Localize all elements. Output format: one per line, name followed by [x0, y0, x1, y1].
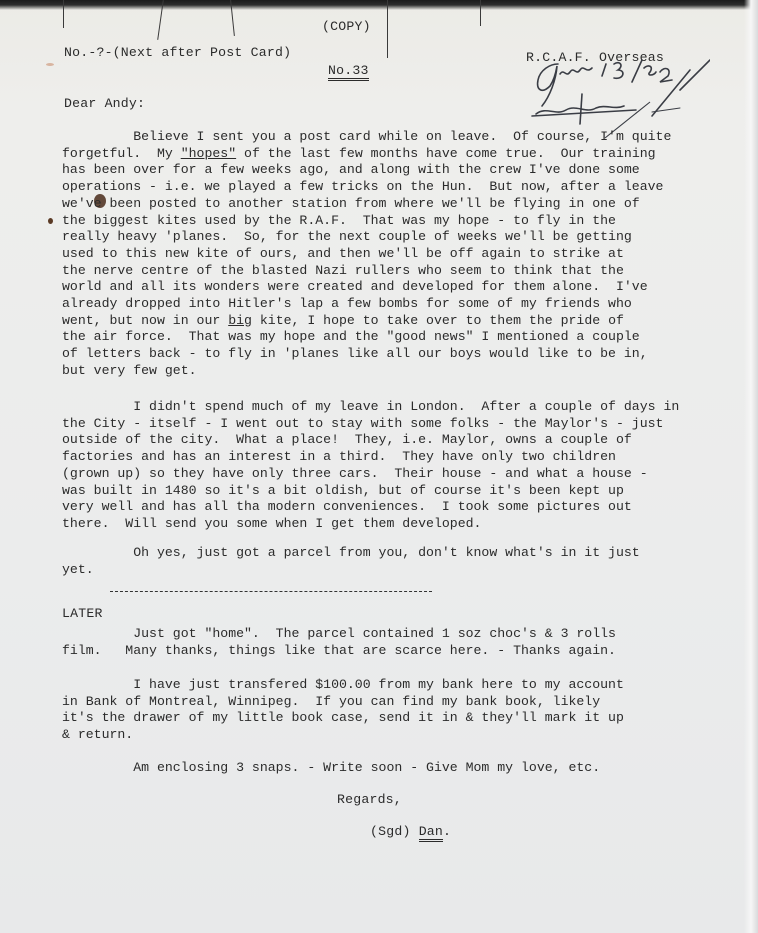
closing: Regards,: [337, 792, 402, 807]
rust-mark: [46, 63, 54, 66]
text-line: in Bank of Montreal, Winnipeg. If you can find my bank book, likely: [62, 693, 601, 709]
underlined-big: big: [228, 312, 252, 328]
text-line: the biggest kites used by the R.A.F. That was my hope - to fly in the: [62, 212, 616, 228]
section-divider: [110, 591, 432, 592]
text-line: film. Many thanks, things like that are scarce here. - Thanks again.: [62, 642, 616, 658]
later-paragraph-1: [62, 626, 702, 659]
salutation: Dear Andy:: [64, 96, 146, 111]
text-line: but very few get.: [62, 362, 197, 378]
signature-name: Dan: [419, 824, 443, 842]
text-segment: forgetful. My: [62, 145, 181, 161]
text-line: factories and has an interest in a third. They have only two children: [62, 449, 616, 465]
paragraph-1: [62, 129, 702, 380]
text-line: outside of the city. What a place! They, i.e. Maylor, owns a couple of: [62, 432, 632, 448]
text-line: Believe I sent you a post card while on leave. Of course, I'm quite: [62, 129, 672, 144]
paper-right-edge: [744, 0, 758, 933]
paragraph-3: [62, 545, 702, 578]
reference-line: No.-?-(Next after Post Card): [64, 45, 292, 60]
text-line: I have just transfered $100.00 from my bank here to my account: [62, 677, 624, 692]
later-paragraph-2: [62, 677, 702, 744]
text-line: we've been posted to another station from where we'll be flying in one of: [62, 195, 640, 211]
text-line: the air force. That was my hope and the "good news" I mentioned a couple: [62, 329, 640, 345]
copy-label: (COPY): [322, 19, 371, 34]
text-line: of letters back - to fly in 'planes like all our boys would like to be in,: [62, 346, 648, 362]
text-line: very well and has all tha modern conveniences. I took some pictures out: [62, 499, 632, 515]
letter-number: [328, 63, 369, 79]
ink-stain: [48, 218, 53, 224]
text-line: the City - itself - I went out to stay with some folks - the Maylor's - just: [62, 415, 664, 431]
text-line: I didn't spend much of my leave in London. After a couple of days in: [62, 399, 680, 414]
text-line: the nerve centre of the blasted Nazi rullers who seem to think that the: [62, 262, 624, 278]
signature-suffix: .: [443, 824, 452, 839]
text-line: Just got "home". The parcel contained 1 soz choc's & 3 rolls: [62, 626, 616, 641]
text-line: there. Will send you some when I get them developed.: [62, 515, 482, 531]
text-line: already dropped into Hitler's lap a few bombs for some of my friends who: [62, 296, 632, 312]
text-line: world and all its wonders were created and developed for them alone. I've: [62, 279, 648, 295]
paper-crease: [63, 0, 64, 28]
text-line: really heavy 'planes. So, for the next couple of weeks we'll be getting: [62, 229, 632, 245]
text-line: used to this new kite of ours, and then we'll be off again to strike at: [62, 245, 624, 261]
later-paragraph-3: [62, 760, 702, 777]
text-line: (grown up) so they have only three cars. Their house - and what a house -: [62, 465, 648, 481]
text-line: operations - i.e. we played a few tricks on the Hun. But now, after a leave: [62, 179, 664, 195]
text-line: was built in 1480 so it's a bit oldish, but of course it's been kept up: [62, 482, 624, 498]
sender-location: R.C.A.F. Overseas: [526, 50, 664, 65]
signature: [370, 824, 451, 840]
paper-crease: [480, 0, 481, 26]
letter-number-text: No.33: [328, 63, 369, 81]
underlined-hopes: "hopes": [180, 145, 237, 161]
signature-prefix: (Sgd): [370, 824, 419, 839]
text-line: yet.: [62, 561, 94, 577]
text-line: [62, 313, 702, 330]
text-line: & return.: [62, 727, 134, 743]
text-line: Am enclosing 3 snaps. - Write soon - Give Mom my love, etc.: [62, 760, 601, 775]
paragraph-2: [62, 399, 702, 533]
text-line: has been over for a few weeks ago, and along with the crew I've done some: [62, 162, 640, 178]
text-segment: of the last few months have come true. Our training: [236, 145, 656, 161]
text-line: it's the drawer of my little book case, send it in & they'll mark it up: [62, 710, 624, 726]
text-line: [62, 146, 702, 163]
torn-top-edge: [0, 0, 758, 10]
later-heading: LATER: [62, 606, 103, 621]
paper-crease: [387, 0, 388, 58]
text-segment: went, but now in our: [62, 312, 229, 328]
text-line: Oh yes, just got a parcel from you, don't know what's in it just: [62, 545, 640, 560]
text-segment: kite, I hope to take over to them the pride of: [251, 312, 624, 328]
